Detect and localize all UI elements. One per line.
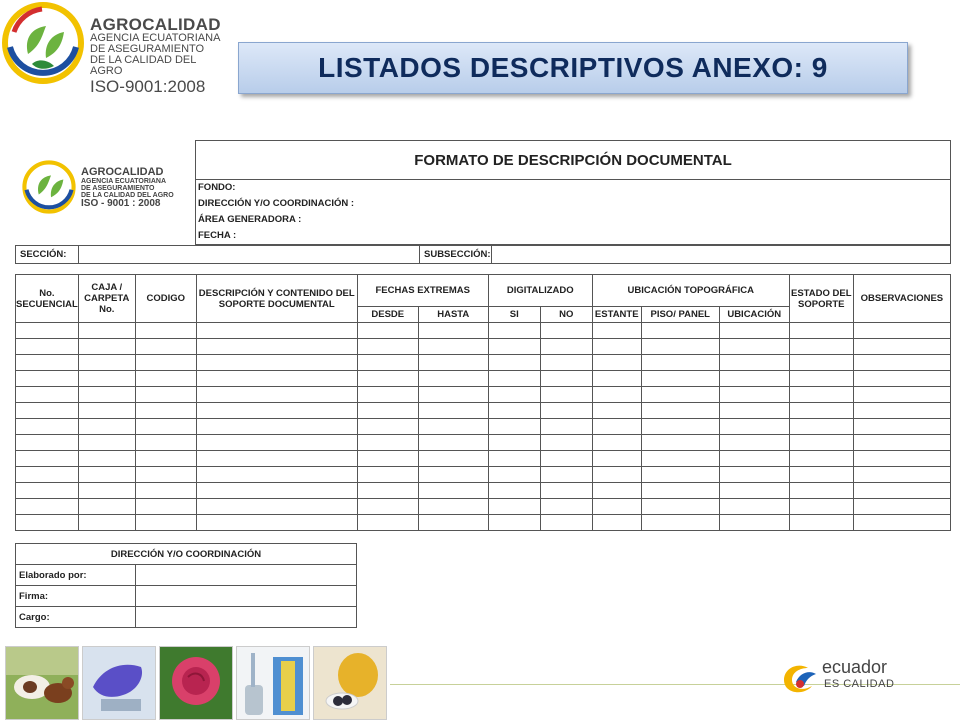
table-cell[interactable] <box>853 483 950 499</box>
table-cell[interactable] <box>418 323 488 339</box>
table-cell[interactable] <box>853 467 950 483</box>
field-fondo: FONDO: <box>198 182 236 193</box>
ecuador-es-calidad-logo <box>778 654 938 698</box>
table-cell[interactable] <box>789 387 853 403</box>
table-cell[interactable] <box>357 323 418 339</box>
table-cell[interactable] <box>719 403 789 419</box>
table-cell[interactable] <box>540 323 592 339</box>
table-cell[interactable] <box>641 451 719 467</box>
table-cell[interactable] <box>418 371 488 387</box>
page-title: LISTADOS DESCRIPTIVOS ANEXO: 9 <box>318 52 828 83</box>
table-cell[interactable] <box>719 355 789 371</box>
table-cell[interactable] <box>853 419 950 435</box>
table-cell[interactable] <box>592 387 641 403</box>
table-cell[interactable] <box>78 355 135 371</box>
table-cell[interactable] <box>488 403 540 419</box>
logo-line-2: DE ASEGURAMIENTO <box>90 43 205 55</box>
form-header-table <box>15 140 951 245</box>
table-cell[interactable] <box>789 323 853 339</box>
field-area: ÁREA GENERADORA : <box>198 214 302 225</box>
table-cell[interactable] <box>418 435 488 451</box>
table-cell[interactable] <box>853 499 950 515</box>
table-row <box>16 467 951 483</box>
table-cell[interactable] <box>641 515 719 531</box>
elaborado-value[interactable] <box>136 565 357 586</box>
table-cell[interactable] <box>78 483 135 499</box>
table-cell[interactable] <box>789 451 853 467</box>
table-cell[interactable] <box>16 387 79 403</box>
table-cell[interactable] <box>488 451 540 467</box>
table-cell[interactable] <box>488 419 540 435</box>
lab-glove-photo <box>82 646 156 720</box>
table-cell[interactable] <box>16 515 79 531</box>
field-fecha: FECHA : <box>198 230 237 241</box>
table-cell[interactable] <box>16 403 79 419</box>
col-piso-panel: PISO/ PANEL <box>641 307 719 323</box>
table-cell[interactable] <box>418 387 488 403</box>
signature-table <box>15 543 357 628</box>
col-ubicacion-topografica: UBICACIÓN TOPOGRÁFICA <box>592 275 789 307</box>
table-cell[interactable] <box>135 339 196 355</box>
table-cell[interactable] <box>196 499 357 515</box>
table-cell[interactable] <box>196 339 357 355</box>
ecuador-brand-icon <box>778 658 820 696</box>
table-cell[interactable] <box>357 483 418 499</box>
table-cell[interactable] <box>78 499 135 515</box>
table-cell[interactable] <box>357 499 418 515</box>
table-row <box>16 339 951 355</box>
section-row-table <box>15 245 951 264</box>
table-cell[interactable] <box>418 499 488 515</box>
table-cell[interactable] <box>488 371 540 387</box>
table-cell[interactable] <box>78 371 135 387</box>
table-cell[interactable] <box>78 387 135 403</box>
table-cell[interactable] <box>540 435 592 451</box>
table-cell[interactable] <box>196 387 357 403</box>
ecuador-brand-top: ecuador <box>822 657 888 677</box>
seccion-value[interactable] <box>79 246 420 264</box>
table-cell[interactable] <box>16 483 79 499</box>
col-caja-carpeta: CAJA / CARPETA No. <box>78 275 135 323</box>
form-logo-cell <box>15 141 196 245</box>
table-cell[interactable] <box>853 371 950 387</box>
table-cell[interactable] <box>641 371 719 387</box>
table-cell[interactable] <box>78 339 135 355</box>
col-estante: ESTANTE <box>592 307 641 323</box>
table-cell[interactable] <box>135 499 196 515</box>
table-cell[interactable] <box>853 387 950 403</box>
small-emblem-icon <box>21 155 77 219</box>
logo-brand: AGROCALIDAD <box>90 15 221 34</box>
table-cell[interactable] <box>540 355 592 371</box>
cargo-label: Cargo: <box>16 607 136 628</box>
table-cell[interactable] <box>78 467 135 483</box>
table-cell[interactable] <box>488 515 540 531</box>
table-cell[interactable] <box>789 467 853 483</box>
table-cell[interactable] <box>196 371 357 387</box>
table-cell[interactable] <box>135 419 196 435</box>
table-cell[interactable] <box>418 467 488 483</box>
table-cell[interactable] <box>592 403 641 419</box>
col-fechas-extremas: FECHAS EXTREMAS <box>357 275 488 307</box>
logo-line-1: AGENCIA ECUATORIANA <box>90 32 221 44</box>
table-cell[interactable] <box>641 323 719 339</box>
agrocalidad-logo <box>0 0 230 96</box>
cargo-value[interactable] <box>136 607 357 628</box>
small-logo-iso: ISO - 9001 : 2008 <box>81 197 161 209</box>
seccion-label: SECCIÓN: <box>16 246 79 264</box>
table-cell[interactable] <box>135 515 196 531</box>
table-cell[interactable] <box>592 435 641 451</box>
table-cell[interactable] <box>196 355 357 371</box>
table-cell[interactable] <box>78 323 135 339</box>
table-cell[interactable] <box>641 419 719 435</box>
ecuador-brand-bottom: ES CALIDAD <box>824 678 895 690</box>
table-cell[interactable] <box>592 323 641 339</box>
table-cell[interactable] <box>592 483 641 499</box>
table-cell[interactable] <box>135 467 196 483</box>
table-row <box>16 387 951 403</box>
small-logo-line-2: DE ASEGURAMIENTO <box>81 184 155 192</box>
table-cell[interactable] <box>540 467 592 483</box>
vaccine-photo <box>236 646 310 720</box>
table-cell[interactable] <box>357 451 418 467</box>
table-row <box>16 483 951 499</box>
col-codigo: CODIGO <box>135 275 196 323</box>
table-cell[interactable] <box>853 451 950 467</box>
table-cell[interactable] <box>641 403 719 419</box>
table-cell[interactable] <box>641 339 719 355</box>
table-row <box>16 515 951 531</box>
table-cell[interactable] <box>540 451 592 467</box>
table-cell[interactable] <box>789 483 853 499</box>
table-row <box>16 451 951 467</box>
table-cell[interactable] <box>853 435 950 451</box>
firma-value[interactable] <box>136 586 357 607</box>
table-cell[interactable] <box>488 323 540 339</box>
table-cell[interactable] <box>16 467 79 483</box>
field-direccion: DIRECCIÓN Y/O COORDINACIÓN : <box>198 198 355 209</box>
table-cell[interactable] <box>418 419 488 435</box>
table-cell[interactable] <box>196 483 357 499</box>
table-cell[interactable] <box>540 387 592 403</box>
table-cell[interactable] <box>789 435 853 451</box>
table-cell[interactable] <box>789 371 853 387</box>
table-cell[interactable] <box>789 339 853 355</box>
page-title-banner <box>238 42 908 94</box>
table-cell[interactable] <box>135 371 196 387</box>
table-cell[interactable] <box>418 451 488 467</box>
col-digitalizado: DIGITALIZADO <box>488 275 592 307</box>
form-small-logo <box>15 141 195 245</box>
table-cell[interactable] <box>719 435 789 451</box>
table-cell[interactable] <box>540 403 592 419</box>
col-estado-soporte: ESTADO DEL SOPORTE <box>789 275 853 323</box>
elaborado-label: Elaborado por: <box>16 565 136 586</box>
table-cell[interactable] <box>488 483 540 499</box>
table-cell[interactable] <box>592 355 641 371</box>
col-desde: DESDE <box>357 307 418 323</box>
table-cell[interactable] <box>196 515 357 531</box>
table-cell[interactable] <box>418 403 488 419</box>
table-row <box>16 435 951 451</box>
col-hasta: HASTA <box>418 307 488 323</box>
table-cell[interactable] <box>357 419 418 435</box>
table-cell[interactable] <box>719 515 789 531</box>
table-cell[interactable] <box>540 483 592 499</box>
table-cell[interactable] <box>641 483 719 499</box>
table-row <box>16 419 951 435</box>
table-cell[interactable] <box>789 355 853 371</box>
table-cell[interactable] <box>78 403 135 419</box>
table-cell[interactable] <box>357 387 418 403</box>
table-cell[interactable] <box>488 387 540 403</box>
table-cell[interactable] <box>719 323 789 339</box>
table-cell[interactable] <box>418 355 488 371</box>
table-row <box>16 403 951 419</box>
table-cell[interactable] <box>719 387 789 403</box>
table-cell[interactable] <box>135 355 196 371</box>
table-cell[interactable] <box>488 499 540 515</box>
table-cell[interactable] <box>357 435 418 451</box>
table-cell[interactable] <box>135 451 196 467</box>
table-cell[interactable] <box>641 435 719 451</box>
table-cell[interactable] <box>78 451 135 467</box>
logo-line-3: DE LA CALIDAD DEL AGRO <box>90 54 196 77</box>
table-cell[interactable] <box>16 371 79 387</box>
table-cell[interactable] <box>135 483 196 499</box>
table-cell[interactable] <box>196 467 357 483</box>
col-no-secuencial: No. SECUENCIAL <box>16 275 79 323</box>
description-table <box>15 274 951 531</box>
table-cell[interactable] <box>719 371 789 387</box>
table-cell[interactable] <box>853 355 950 371</box>
table-cell[interactable] <box>16 435 79 451</box>
table-cell[interactable] <box>488 467 540 483</box>
table-row <box>16 371 951 387</box>
table-cell[interactable] <box>719 499 789 515</box>
table-cell[interactable] <box>16 499 79 515</box>
table-cell[interactable] <box>357 355 418 371</box>
table-cell[interactable] <box>135 435 196 451</box>
table-cell[interactable] <box>789 419 853 435</box>
table-cell[interactable] <box>789 499 853 515</box>
table-cell[interactable] <box>16 419 79 435</box>
table-cell[interactable] <box>78 515 135 531</box>
col-descripcion: DESCRIPCIÓN Y CONTENIDO DEL SOPORTE DOCUMENTAL <box>196 275 357 323</box>
table-cell[interactable] <box>592 515 641 531</box>
table-cell[interactable] <box>641 499 719 515</box>
table-cell[interactable] <box>853 339 950 355</box>
table-cell[interactable] <box>488 339 540 355</box>
table-cell[interactable] <box>853 515 950 531</box>
table-cell[interactable] <box>789 515 853 531</box>
cows-photo <box>5 646 79 720</box>
table-cell[interactable] <box>357 403 418 419</box>
logo-iso: ISO-9001:2008 <box>90 77 206 96</box>
table-cell[interactable] <box>592 419 641 435</box>
table-cell[interactable] <box>719 467 789 483</box>
table-cell[interactable] <box>789 403 853 419</box>
table-cell[interactable] <box>592 371 641 387</box>
table-cell[interactable] <box>196 323 357 339</box>
table-cell[interactable] <box>540 515 592 531</box>
table-cell[interactable] <box>357 371 418 387</box>
table-cell[interactable] <box>418 483 488 499</box>
col-si: SI <box>488 307 540 323</box>
table-cell[interactable] <box>853 323 950 339</box>
table-cell[interactable] <box>196 451 357 467</box>
table-row <box>16 323 951 339</box>
signature-header: DIRECCIÓN Y/O COORDINACIÓN <box>16 544 357 565</box>
table-cell[interactable] <box>357 467 418 483</box>
table-cell[interactable] <box>78 419 135 435</box>
table-cell[interactable] <box>641 387 719 403</box>
table-cell[interactable] <box>135 403 196 419</box>
table-cell[interactable] <box>357 339 418 355</box>
mango-photo <box>313 646 387 720</box>
table-cell[interactable] <box>418 339 488 355</box>
table-cell[interactable] <box>641 467 719 483</box>
table-cell[interactable] <box>719 419 789 435</box>
small-logo-line-3: DE LA CALIDAD DEL AGRO <box>81 191 174 199</box>
small-logo-brand: AGROCALIDAD <box>81 165 164 178</box>
table-row <box>16 499 951 515</box>
table-cell[interactable] <box>540 371 592 387</box>
table-cell[interactable] <box>540 339 592 355</box>
table-cell[interactable] <box>592 451 641 467</box>
table-cell[interactable] <box>16 339 79 355</box>
subseccion-label: SUBSECCIÓN: <box>420 246 492 264</box>
col-no: NO <box>540 307 592 323</box>
table-body <box>16 323 951 531</box>
table-cell[interactable] <box>16 323 79 339</box>
table-cell[interactable] <box>16 451 79 467</box>
format-heading: FORMATO DE DESCRIPCIÓN DOCUMENTAL <box>196 141 951 180</box>
table-cell[interactable] <box>719 339 789 355</box>
table-cell[interactable] <box>196 419 357 435</box>
description-form <box>15 140 951 628</box>
form-fields-cell <box>196 180 951 245</box>
rose-photo <box>159 646 233 720</box>
table-cell[interactable] <box>488 435 540 451</box>
table-cell[interactable] <box>719 451 789 467</box>
col-ubicacion: UBICACIÓN <box>719 307 789 323</box>
col-observaciones: OBSERVACIONES <box>853 275 950 323</box>
table-cell[interactable] <box>135 387 196 403</box>
table-cell[interactable] <box>540 419 592 435</box>
table-cell[interactable] <box>78 435 135 451</box>
table-cell[interactable] <box>641 355 719 371</box>
table-cell[interactable] <box>592 499 641 515</box>
subseccion-value[interactable] <box>491 246 950 264</box>
small-logo-line-1: AGENCIA ECUATORIANA <box>81 177 167 185</box>
table-cell[interactable] <box>16 355 79 371</box>
table-cell[interactable] <box>540 499 592 515</box>
table-cell[interactable] <box>592 339 641 355</box>
table-cell[interactable] <box>196 403 357 419</box>
table-cell[interactable] <box>196 435 357 451</box>
table-cell[interactable] <box>853 403 950 419</box>
table-cell[interactable] <box>357 515 418 531</box>
table-cell[interactable] <box>592 467 641 483</box>
firma-label: Firma: <box>16 586 136 607</box>
agrocalidad-emblem-icon <box>2 2 84 84</box>
table-cell[interactable] <box>719 483 789 499</box>
table-cell[interactable] <box>418 515 488 531</box>
table-cell[interactable] <box>488 355 540 371</box>
table-cell[interactable] <box>135 323 196 339</box>
table-row <box>16 355 951 371</box>
